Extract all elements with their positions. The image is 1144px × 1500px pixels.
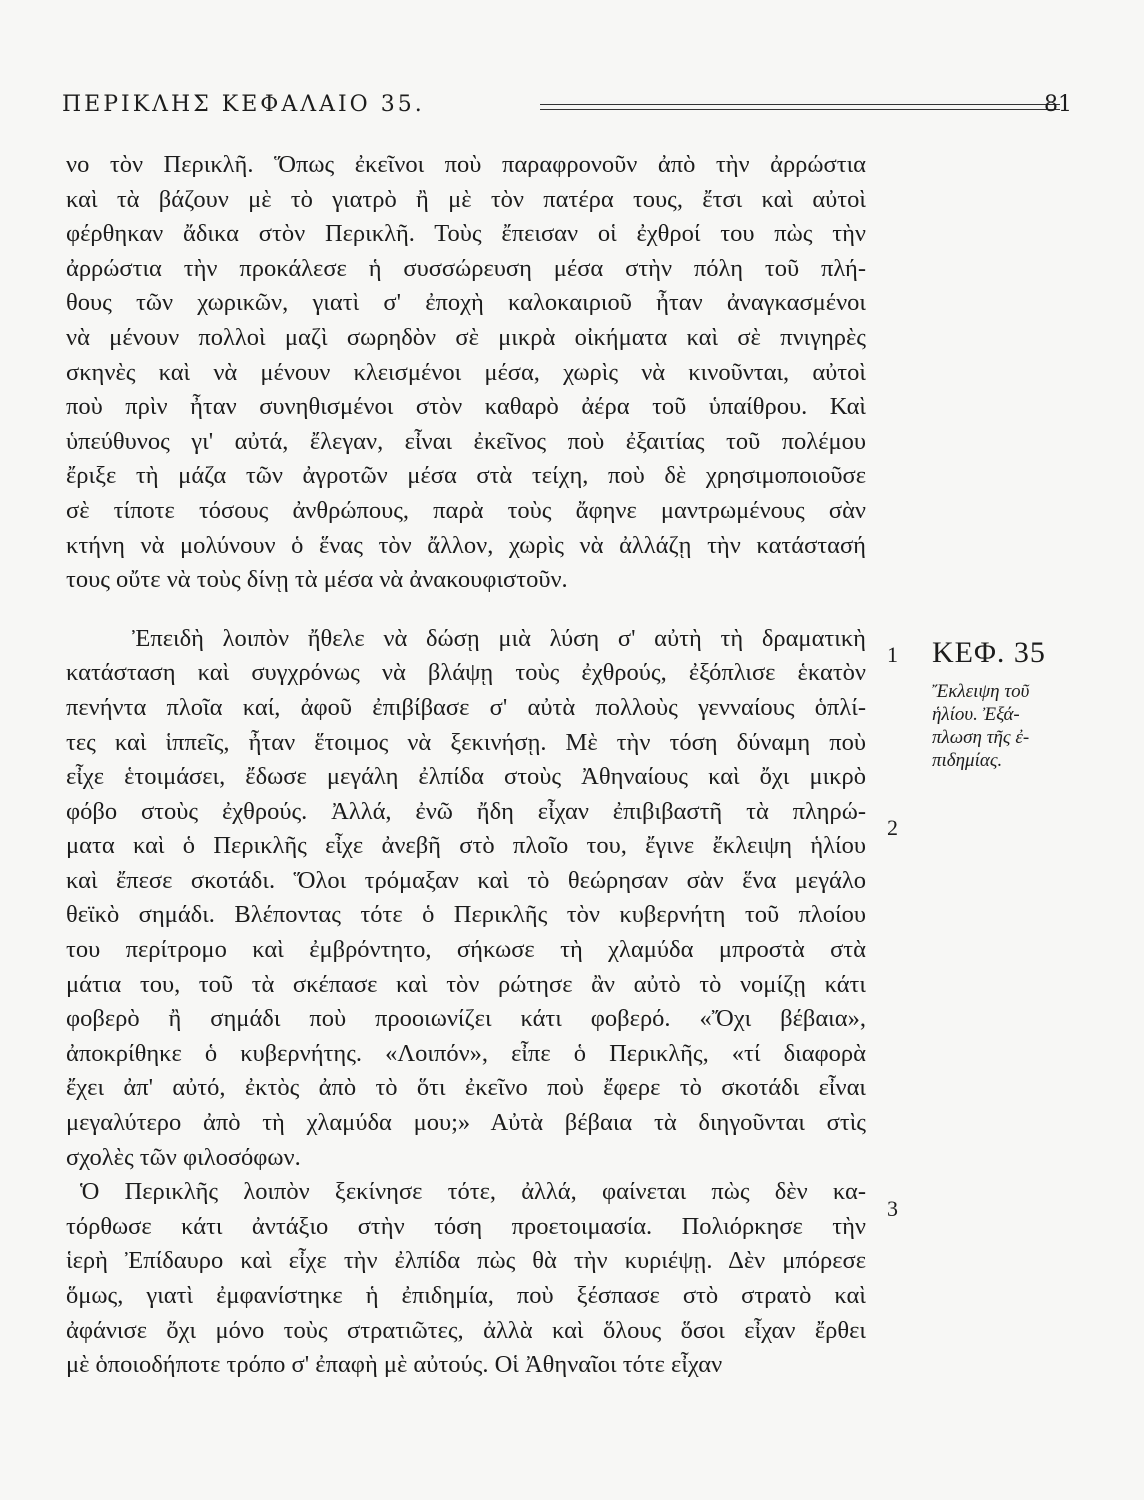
paragraph	[66, 148, 866, 598]
text-line: εἶχε ἑτοιμάσει, ἔδωσε μεγάλη ἐλπίδα στοὺς Ἀθηναίους καὶ ὄχι μικρὸ	[66, 763, 866, 791]
text-line: τόρθωσε κάτι ἀντάξιο στὴν τόση προετοιμασία. Πολιόρκησε τὴν	[66, 1212, 866, 1240]
body-text	[66, 148, 866, 1383]
text-line: ἔχει ἀπ' αὐτό, ἐκτὸς ἀπὸ τὸ ὅτι ἐκεῖνο ποὺ ἔφερε τὸ σκοτάδι εἶναι	[66, 1074, 866, 1102]
text-line: ἀρρώστια τὴν προκάλεσε ἡ συσσώρευση μέσα στὴν πόλη τοῦ πλή-	[66, 254, 866, 282]
text-line: θεϊκὸ σημάδι. Βλέποντας τότε ὁ Περικλῆς τὸν κυβερνήτη τοῦ πλοίου	[66, 901, 866, 929]
text-line: μὲ ὁποιοδήποτε τρόπο σ' ἐπαφὴ μὲ αὐτούς. Οἱ Ἀθηναῖοι τότε εἶχαν	[66, 1351, 723, 1379]
text-line: Ἐπειδὴ λοιπὸν ἤθελε νὰ δώσῃ μιὰ λύση σ' αὐτὴ τὴ δραματικὴ	[132, 624, 866, 652]
page-header	[62, 90, 1072, 126]
text-line: Ὁ Περικλῆς λοιπὸν ξεκίνησε τότε, ἀλλά, φαίνεται πὼς δὲν κα-	[80, 1178, 866, 1206]
page-number: 81	[1044, 92, 1072, 117]
text-line: ἔριξε τὴ μάζα τῶν ἀγροτῶν μέσα στὰ τείχη, ποὺ δὲ χρησιμοποιοῦσε	[66, 462, 866, 490]
text-line: ὑπεύθυνος γι' αὐτά, ἔλεγαν, εἶναι ἐκεῖνος ποὺ ἐξαιτίας τοῦ πολέμου	[66, 427, 866, 455]
paragraph	[66, 1175, 866, 1383]
text-line: σχολὲς τῶν φιλοσόφων.	[66, 1143, 301, 1171]
chapter-sidebar	[932, 636, 1072, 772]
margin-number: 3	[887, 1196, 898, 1221]
text-line: θους τῶν χωρικῶν, γιατὶ σ' ἐποχὴ καλοκαιριοῦ ἦταν ἀναγκασμένοι	[66, 289, 866, 317]
text-line: σὲ τίποτε τόσους ἀνθρώπους, παρὰ τοὺς ἄφηνε μαντρωμένους σὰν	[66, 496, 866, 524]
running-head: ΠΕΡΙΚΛΗΣ ΚΕΦΑΛΑΙΟ 35.	[62, 92, 425, 117]
text-line: τες καὶ ἱππεῖς, ἦταν ἕτοιμος νὰ ξεκινήσῃ. Μὲ τὴν τόση δύναμη ποὺ	[66, 728, 866, 756]
paragraph	[66, 622, 866, 1176]
text-line: ἀφάνισε ὄχι μόνο τοὺς στρατιῶτες, ἀλλὰ καὶ ὅλους ὅσοι εἶχαν ἔρθει	[66, 1316, 866, 1344]
text-line: πενήντα πλοῖα καί, ἀφοῦ ἐπιβίβασε σ' αὐτὰ πολλοὺς γενναίους ὁπλί-	[66, 693, 866, 721]
text-line: ματα καὶ ὁ Περικλῆς εἶχε ἀνεβῆ στὸ πλοῖο του, ἔγινε ἔκλειψη ἡλίου	[66, 832, 866, 860]
text-line: ἱερὴ Ἐπίδαυρο καὶ εἶχε τὴν ἐλπίδα πὼς θὰ τὴν κυριέψῃ. Δὲν μπόρεσε	[66, 1247, 866, 1275]
text-line: φοβερὸ ἢ σημάδι ποὺ προοιωνίζει κάτι φοβερό. «Ὄχι βέβαια»,	[66, 1005, 866, 1033]
text-line: νὰ μένουν πολλοὶ μαζὶ σωρηδὸν σὲ μικρὰ οἰκήματα καὶ σὲ πνιγηρὲς	[66, 323, 866, 351]
text-line: κατάσταση καὶ συγχρόνως νὰ βλάψῃ τοὺς ἐχθρούς, ἐξόπλισε ἑκατὸν	[66, 659, 866, 687]
text-line: νο τὸν Περικλῆ. Ὅπως ἐκεῖνοι ποὺ παραφρονοῦν ἀπὸ τὴν ἀρρώστια	[66, 151, 866, 178]
text-line: ὅμως, γιατὶ ἐμφανίστηκε ἡ ἐπιδημία, ποὺ ξέσπασε στὸ στρατὸ καὶ	[66, 1282, 866, 1309]
text-line: καὶ τὰ βάζουν μὲ τὸ γιατρὸ ἢ μὲ τὸν πατέρα τους, ἔτσι καὶ αὐτοὶ	[66, 185, 866, 213]
text-line: μεγαλύτερο ἀπὸ τὴ χλαμύδα μου;» Αὐτὰ βέβαια τὰ διηγοῦνται στὶς	[66, 1109, 866, 1137]
text-line: ἀποκρίθηκε ὁ κυβερνήτης. «Λοιπόν», εἶπε ὁ Περικλῆς, «τί διαφορὰ	[66, 1039, 866, 1067]
text-line: μάτια του, τοῦ τὰ σκέπασε καὶ τὸν ρώτησε ἂν αὐτὸ τὸ νομίζῃ κάτι	[66, 970, 866, 998]
text-line: φέρθηκαν ἄδικα στὸν Περικλῆ. Τοὺς ἔπεισαν οἱ ἐχθροί του πὼς τὴν	[66, 220, 866, 248]
header-rule	[540, 104, 1060, 110]
text-line: τους οὔτε νὰ τοὺς δίνῃ τὰ μέσα νὰ ἀνακουφιστοῦν.	[66, 566, 568, 594]
text-line: σκηνὲς καὶ νὰ μένουν κλεισμένοι μέσα, χωρὶς νὰ κινοῦνται, αὐτοὶ	[66, 358, 866, 386]
text-line: κτήνη νὰ μολύνουν ὁ ἕνας τὸν ἄλλον, χωρὶς νὰ ἀλλάζῃ τὴν κατάστασή	[66, 531, 866, 559]
text-line: φόβο στοὺς ἐχθρούς. Ἀλλά, ἐνῶ ἤδη εἶχαν ἐπιβιβαστῆ τὰ πληρώ-	[66, 797, 866, 825]
text-line: ποὺ πρὶν ἦταν συνηθισμένοι στὸν καθαρὸ ἀέρα τοῦ ὑπαίθρου. Καὶ	[66, 393, 866, 421]
chapter-summary: Ἔκλειψη τοῦ ἡλίου. Ἐξά- πλωση τῆς ἐ- πιδημίας.	[932, 681, 1030, 771]
text-line: του περίτρομο καὶ ἐμβρόντητο, σήκωσε τὴ χλαμύδα μπροστὰ στὰ	[66, 936, 866, 964]
chapter-label: ΚΕΦ. 35	[932, 636, 1046, 669]
text-line: καὶ ἔπεσε σκοτάδι. Ὅλοι τρόμαξαν καὶ τὸ θεώρησαν σὰν ἕνα μεγάλο	[66, 866, 866, 894]
margin-number: 1	[887, 642, 898, 667]
margin-number: 2	[887, 815, 898, 840]
